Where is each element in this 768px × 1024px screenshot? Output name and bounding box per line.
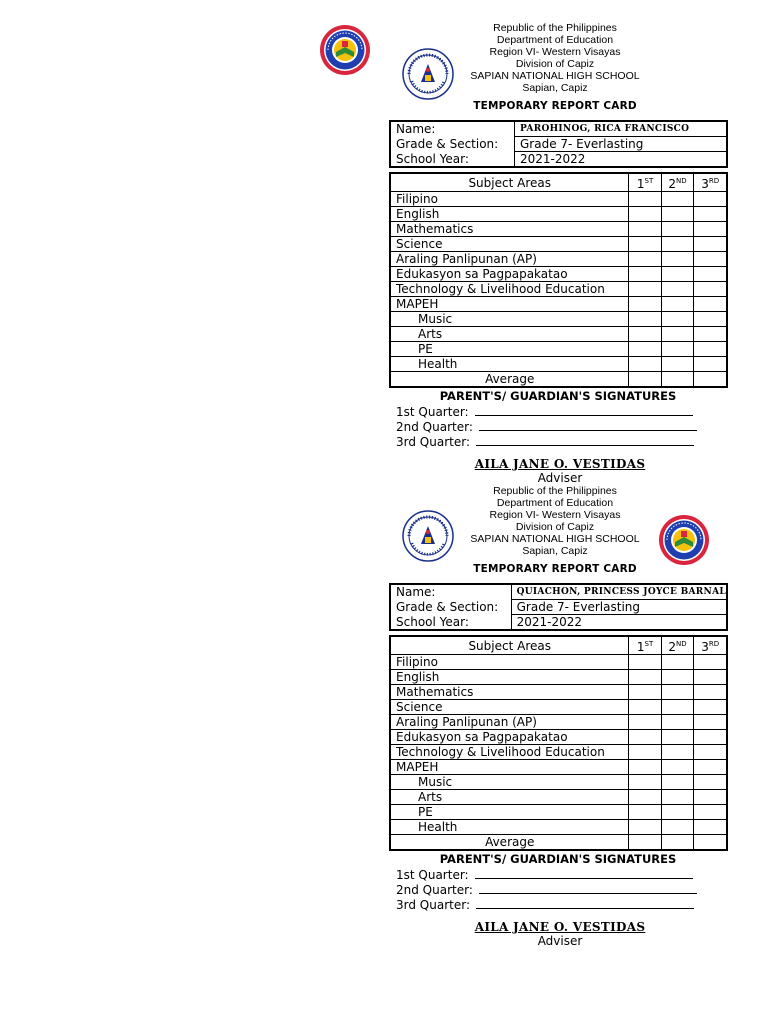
signature-blank[interactable] [475,406,693,416]
quarter-header: 3RD [694,636,727,655]
grade-cell-q1[interactable] [629,655,661,670]
grades-table [389,635,728,851]
signature-line[interactable] [396,883,697,897]
subject-row [390,357,727,372]
subject-areas-header: Subject Areas [390,173,629,192]
adviser-name: AILA JANE O. VESTIDAS [474,457,646,471]
grade-cell-q1[interactable] [629,282,661,297]
header-line: SAPIAN NATIONAL HIGH SCHOOL [470,533,640,545]
subject-row [390,312,727,327]
grade-cell-q2[interactable] [661,222,694,237]
subject-name: Arts [390,327,629,342]
grade-cell-q2[interactable] [661,342,694,357]
grade-cell-q3[interactable] [694,327,727,342]
grade-cell-q2[interactable] [661,252,694,267]
subject-row [390,237,727,252]
grade-cell-q3[interactable] [694,715,727,730]
grades-table [389,172,728,388]
signature-line[interactable] [396,420,697,434]
adviser-role: Adviser [537,471,583,485]
subject-name: Music [390,775,629,790]
grade-cell-q1[interactable] [629,297,661,312]
subject-name: MAPEH [390,760,629,775]
grade-cell-q2[interactable] [661,267,694,282]
grade-cell-q3[interactable] [694,700,727,715]
grade-cell-q2[interactable] [661,670,694,685]
grade-section-label: Grade & Section: [390,600,511,615]
school-year-label: School Year: [390,615,511,631]
grade-cell-q3[interactable] [694,267,727,282]
grade-cell-q3[interactable] [694,685,727,700]
grade-cell-q3[interactable] [694,252,727,267]
header-line: Republic of the Philippines [493,22,617,34]
grade-cell-q3[interactable] [694,805,727,820]
signature-blank[interactable] [479,884,697,894]
card-title: TEMPORARY REPORT CARD [473,563,637,575]
subject-row [390,342,727,357]
subject-name: Health [390,357,629,372]
grade-cell-q1[interactable] [629,805,661,820]
header-line: SAPIAN NATIONAL HIGH SCHOOL [470,70,640,82]
grade-cell-q1[interactable] [629,715,661,730]
subject-name: Arts [390,790,629,805]
subject-name: PE [390,342,629,357]
subject-name: MAPEH [390,297,629,312]
quarter-header: 2ND [661,173,694,192]
signature-line[interactable] [396,868,693,882]
grade-cell-q1[interactable] [629,790,661,805]
subject-name: Araling Panlipunan (AP) [390,252,629,267]
grade-cell-q3[interactable] [694,297,727,312]
subject-row [390,655,727,670]
subject-name: Technology & Livelihood Education [390,745,629,760]
grade-cell-q2[interactable] [661,192,694,207]
grade-cell-q1[interactable] [629,342,661,357]
grade-section-value[interactable]: Grade 7- Everlasting [515,137,728,152]
average-cell-q1[interactable] [629,835,661,851]
school-year-value[interactable]: 2021-2022 [511,615,727,631]
signature-label: 2nd Quarter: [396,420,473,434]
grade-cell-q2[interactable] [661,820,694,835]
name-label: Name: [390,121,515,137]
letterhead [440,22,670,94]
student-name[interactable]: PAROHINOG, RICA FRANCISCO [515,121,728,137]
grade-section-label: Grade & Section: [390,137,515,152]
signature-blank[interactable] [476,899,694,909]
quarter-header: 2ND [661,636,694,655]
grade-cell-q3[interactable] [694,192,727,207]
grade-cell-q3[interactable] [694,790,727,805]
subject-name: PE [390,805,629,820]
grade-cell-q3[interactable] [694,760,727,775]
average-cell-q3[interactable] [694,835,727,851]
grade-cell-q2[interactable] [661,730,694,745]
adviser-role: Adviser [537,934,583,948]
subject-row [390,252,727,267]
grade-cell-q1[interactable] [629,775,661,790]
report-card [0,483,768,948]
subject-row [390,192,727,207]
average-row [390,372,727,388]
grade-cell-q1[interactable] [629,237,661,252]
subject-row [390,760,727,775]
subject-name: Technology & Livelihood Education [390,282,629,297]
subject-name: Mathematics [390,222,629,237]
report-card [0,20,768,485]
signature-line[interactable] [396,435,694,449]
card-title: TEMPORARY REPORT CARD [473,100,637,112]
grade-cell-q3[interactable] [694,730,727,745]
subject-name: Science [390,700,629,715]
grade-cell-q2[interactable] [661,760,694,775]
signatures-title: PARENT'S/ GUARDIAN'S SIGNATURES [439,389,677,403]
subject-row [390,730,727,745]
signature-label: 1st Quarter: [396,868,469,882]
grade-cell-q1[interactable] [629,327,661,342]
grade-cell-q1[interactable] [629,760,661,775]
grade-cell-q3[interactable] [694,282,727,297]
grade-cell-q1[interactable] [629,745,661,760]
subject-name: Health [390,820,629,835]
grade-cell-q2[interactable] [661,297,694,312]
quarter-header: 3RD [694,173,727,192]
grade-cell-q2[interactable] [661,745,694,760]
grade-cell-q3[interactable] [694,312,727,327]
student-info-table [389,583,728,631]
subject-row [390,700,727,715]
grade-cell-q2[interactable] [661,805,694,820]
subject-name: English [390,670,629,685]
signature-label: 2nd Quarter: [396,883,473,897]
subject-row [390,670,727,685]
header-line: Sapian, Capiz [522,82,588,94]
grade-cell-q3[interactable] [694,655,727,670]
header-line: Region VI- Western Visayas [489,509,621,521]
grade-cell-q1[interactable] [629,820,661,835]
header-line: Division of Capiz [515,58,595,70]
adviser-name: AILA JANE O. VESTIDAS [474,920,646,934]
grade-cell-q2[interactable] [661,312,694,327]
grade-cell-q3[interactable] [694,357,727,372]
school-year-value[interactable]: 2021-2022 [515,152,728,168]
average-cell-q2[interactable] [661,372,694,388]
grade-cell-q3[interactable] [694,342,727,357]
subject-name: Science [390,237,629,252]
grade-cell-q3[interactable] [694,237,727,252]
grade-cell-q1[interactable] [629,685,661,700]
subject-areas-header: Subject Areas [390,636,629,655]
grade-cell-q3[interactable] [694,820,727,835]
subject-name: Music [390,312,629,327]
grade-cell-q1[interactable] [629,267,661,282]
grade-section-value[interactable]: Grade 7- Everlasting [511,600,727,615]
student-info-table [389,120,728,168]
subject-name: Mathematics [390,685,629,700]
average-row [390,835,727,851]
grade-cell-q1[interactable] [629,670,661,685]
grade-cell-q1[interactable] [629,357,661,372]
name-label: Name: [390,584,511,600]
letterhead [440,485,670,557]
subject-row [390,327,727,342]
grade-cell-q2[interactable] [661,700,694,715]
grade-cell-q2[interactable] [661,207,694,222]
grade-cell-q2[interactable] [661,357,694,372]
grade-cell-q1[interactable] [629,730,661,745]
subject-row [390,775,727,790]
signatures-title: PARENT'S/ GUARDIAN'S SIGNATURES [439,852,677,866]
header-line: Sapian, Capiz [522,545,588,557]
subject-name: English [390,207,629,222]
quarter-header: 1ST [629,636,661,655]
average-cell-q2[interactable] [661,835,694,851]
school-year-label: School Year: [390,152,515,168]
grade-cell-q2[interactable] [661,282,694,297]
header-line: Department of Education [496,34,614,46]
signature-label: 3rd Quarter: [396,435,470,449]
subject-row [390,790,727,805]
subject-row [390,820,727,835]
grade-cell-q2[interactable] [661,327,694,342]
header-line: Region VI- Western Visayas [489,46,621,58]
average-label: Average [390,835,629,851]
signature-label: 1st Quarter: [396,405,469,419]
average-cell-q3[interactable] [694,372,727,388]
grade-cell-q2[interactable] [661,685,694,700]
subject-row [390,222,727,237]
signature-blank[interactable] [475,869,693,879]
signature-blank[interactable] [479,421,697,431]
header-line: Republic of the Philippines [493,485,617,497]
grade-cell-q2[interactable] [661,237,694,252]
grade-cell-q3[interactable] [694,775,727,790]
grade-cell-q2[interactable] [661,790,694,805]
subject-row [390,745,727,760]
grade-cell-q1[interactable] [629,700,661,715]
subject-row [390,207,727,222]
subject-row [390,297,727,312]
average-cell-q1[interactable] [629,372,661,388]
grade-cell-q1[interactable] [629,312,661,327]
subject-row [390,715,727,730]
header-line: Division of Capiz [515,521,595,533]
grade-cell-q3[interactable] [694,222,727,237]
school-seal-icon [319,24,371,76]
subject-name: Edukasyon sa Pagpapakatao [390,730,629,745]
grade-cell-q1[interactable] [629,222,661,237]
signature-blank[interactable] [476,436,694,446]
student-name[interactable]: QUIACHON, PRINCESS JOYCE BARNAL [511,584,727,600]
grade-cell-q2[interactable] [661,655,694,670]
subject-row [390,685,727,700]
subject-name: Edukasyon sa Pagpapakatao [390,267,629,282]
grade-cell-q2[interactable] [661,775,694,790]
signature-label: 3rd Quarter: [396,898,470,912]
quarter-header: 1ST [629,173,661,192]
subject-row [390,267,727,282]
subject-name: Filipino [390,192,629,207]
signature-line[interactable] [396,405,693,419]
header-line: Department of Education [496,497,614,509]
grade-cell-q3[interactable] [694,745,727,760]
grade-cell-q1[interactable] [629,207,661,222]
subject-name: Filipino [390,655,629,670]
grade-cell-q1[interactable] [629,192,661,207]
grade-cell-q3[interactable] [694,207,727,222]
grade-cell-q3[interactable] [694,670,727,685]
average-label: Average [390,372,629,388]
grade-cell-q2[interactable] [661,715,694,730]
subject-name: Araling Panlipunan (AP) [390,715,629,730]
subject-row [390,805,727,820]
signature-line[interactable] [396,898,694,912]
grade-cell-q1[interactable] [629,252,661,267]
subject-row [390,282,727,297]
